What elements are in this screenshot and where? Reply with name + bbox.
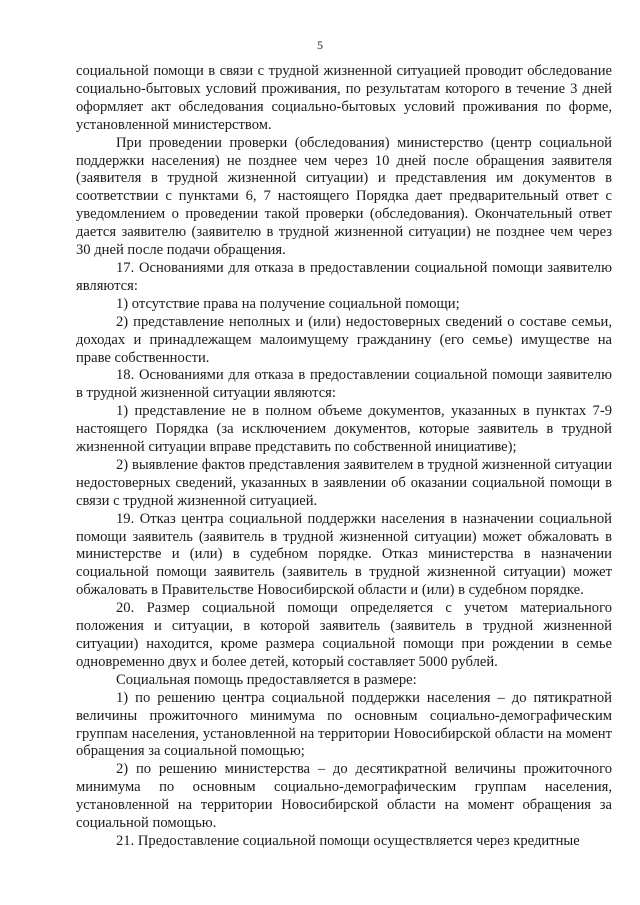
paragraph: 20. Размер социальной помощи определяется с учетом материального положения и ситуации, в которой заявитель (заявитель в трудной жизненной ситуации) находится, кроме размера социальной помощи при рождении в семье одновременно двух и более детей, который составляет 5000 рублей. bbox=[76, 600, 612, 670]
paragraph: 2) выявление фактов представления заявителем в трудной жизненной ситуации недостоверных сведений, указанных в заявлении об оказании социальной помощи в связи с трудной жизненной ситуацией. bbox=[76, 456, 612, 509]
paragraph: 18. Основаниями для отказа в предоставлении социальной помощи заявителю в трудной жизненной ситуации являются: bbox=[76, 367, 612, 402]
paragraph: 2) по решению министерства – до десятикратной величины прожиточного минимума по основным социально-демографическим группам населения, установленной на территории Новосибирской области на момент обращения за социальной помощью. bbox=[76, 761, 612, 832]
paragraph: 2) представление неполных и (или) недостоверных сведений о составе семьи, доходах и принадлежащем малоимущему гражданину (его семье) имуществе на праве собственности. bbox=[76, 313, 612, 366]
paragraph: 21. Предоставление социальной помощи осуществляется через кредитные bbox=[116, 832, 580, 849]
paragraph: 1) по решению центра социальной поддержки населения – до пятикратной величины прожиточного минимума по основным социально-демографическим группам населения, установленной на территории Новосибирской области на момент обращения за социальной помощью; bbox=[76, 689, 612, 760]
paragraph: 1) отсутствие права на получение социальной помощи; bbox=[116, 295, 460, 312]
document-body bbox=[76, 63, 612, 851]
paragraph: социальной помощи в связи с трудной жизненной ситуацией проводит обследование социально-бытовых условий проживания, по результатам которого в течение 3 дней оформляет акт обследования социально-бытовых условий проживания по форме, установленной министерством. bbox=[76, 63, 612, 133]
page-number: 5 bbox=[317, 38, 323, 52]
paragraph: 17. Основаниями для отказа в предоставлении социальной помощи заявителю являются: bbox=[76, 259, 612, 294]
paragraph: Социальная помощь предоставляется в размере: bbox=[116, 671, 417, 688]
paragraph: При проведении проверки (обследования) министерство (центр социальной поддержки населения) не позднее чем через 10 дней после обращения заявителя (заявителя в трудной жизненной ситуации) и представления им документов в соответствии с пунктами 6, 7 настоящего Порядка дает предварительный ответ с уведомлением о проведении такой проверки (обследования). Окончательный ответ дается заявителю (заявителю в трудной жизненной ситуации) не позднее чем через 30 дней после подачи обращения. bbox=[76, 134, 612, 259]
paragraph: 19. Отказ центра социальной поддержки населения в назначении социальной помощи заявитель (заявитель в трудной жизненной ситуации) может обжаловать в министерстве и (или) в судебном порядке. Отказ министерства в назначении социальной помощи заявитель (заявитель в трудной жизненной ситуации) может обжаловать в Правительстве Новосибирской области и (или) в судебном порядке. bbox=[76, 510, 612, 599]
paragraph: 1) представление не в полном объеме документов, указанных в пунктах 7-9 настоящего Порядка (за исключением документов, которые заявитель в трудной жизненной ситуации вправе представить по собственной инициативе); bbox=[76, 403, 612, 456]
